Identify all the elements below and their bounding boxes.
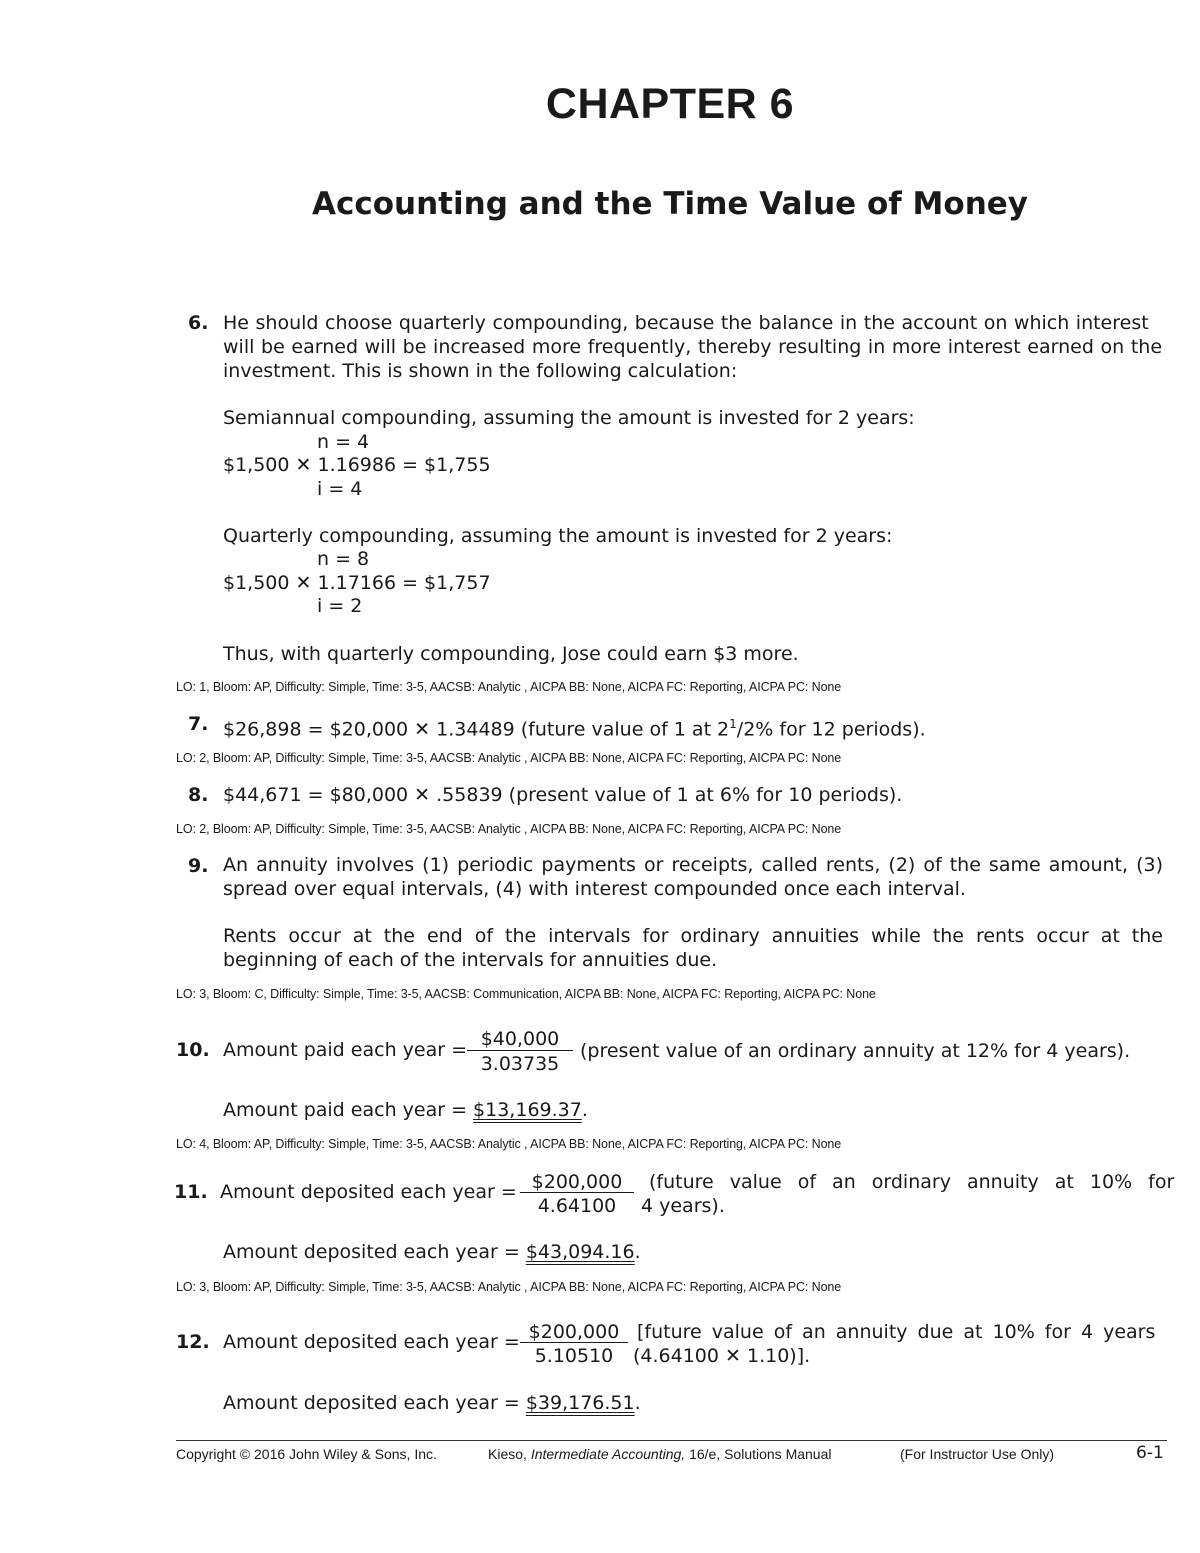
result-label: Amount deposited each year = [223, 1241, 520, 1263]
footer-rule [176, 1440, 1167, 1441]
q6-paragraph-line: He should choose quarterly compounding, because the balance in the account on which interest [223, 312, 1149, 334]
learning-objective-line: LO: 3, Bloom: AP, Difficulty: Simple, Time: 3-5, AACSB: Analytic , AICPA BB: None, AICPA FC: Reporting, AICPA PC: None [176, 1280, 842, 1294]
q9-paragraph: An annuity involves (1) periodic payments or receipts, called rents, (2) of the same amount, (3) spread over equal intervals, (4) with interest compounded once each interval. [223, 854, 1163, 900]
question-number: 9. [188, 855, 209, 877]
question-number: 12. [176, 1331, 210, 1353]
footer-edition: 16/e, [689, 1446, 721, 1462]
question-number: 7. [188, 713, 209, 735]
q6-conclusion: Thus, with quarterly compounding, Jose could earn $3 more. [223, 643, 799, 665]
result-value: $13,169.37 [473, 1099, 582, 1121]
semiannual-heading: Semiannual compounding, assuming the amount is invested for 2 years: [223, 407, 915, 429]
q9-paragraph: Rents occur at the end of the intervals for ordinary annuities while the rents occur at the beginning of each of the intervals for annuities due. [223, 925, 1163, 971]
learning-objective-line: LO: 2, Bloom: AP, Difficulty: Simple, Time: 3-5, AACSB: Analytic , AICPA BB: None, AICPA FC: Reporting, AICPA PC: None [176, 751, 842, 765]
footer-book-reference [488, 1446, 832, 1462]
fraction-numerator: $200,000 [528, 1321, 620, 1343]
result-label: Amount deposited each year = [223, 1392, 520, 1414]
result-end: . [634, 1392, 641, 1414]
semiannual-n: n = 4 [317, 431, 370, 453]
q8-text: $44,671 = $80,000 ✕ .55839 (present value of 1 at 6% for 10 periods). [223, 784, 903, 806]
fraction-bar [467, 1050, 573, 1051]
q11-result [223, 1240, 641, 1264]
q11-note-line: 4 years). [641, 1195, 725, 1217]
q12-label: Amount deposited each year = [223, 1331, 520, 1353]
question-number: 8. [188, 784, 209, 806]
result-end: . [581, 1099, 588, 1121]
q11-note-line: (future value of an ordinary annuity at 10% for [649, 1171, 1175, 1193]
q12-note-line: (4.64100 ✕ 1.10)]. [633, 1345, 811, 1367]
q10-result [223, 1098, 588, 1122]
footer-author: Kieso, [488, 1446, 527, 1462]
result-end: . [634, 1241, 641, 1263]
fraction-denominator: 3.03735 [480, 1053, 560, 1075]
quarterly-i: i = 2 [317, 595, 363, 617]
page-number: 6-1 [1136, 1443, 1164, 1463]
fraction-denominator: 5.10510 [534, 1345, 614, 1367]
chapter-title: CHAPTER 6 [545, 80, 795, 128]
question-number: 11. [174, 1181, 208, 1203]
q7-text-end: % for 12 periods). [755, 718, 926, 741]
fraction-bar [520, 1192, 634, 1193]
result-label: Amount paid each year = [223, 1099, 467, 1121]
footer-copyright: Copyright © 2016 John Wiley & Sons, Inc. [176, 1446, 437, 1462]
q7-fraction-denominator: /2 [736, 718, 756, 741]
q12-result [223, 1391, 641, 1415]
learning-objective-line: LO: 1, Bloom: AP, Difficulty: Simple, Time: 3-5, AACSB: Analytic , AICPA BB: None, AICPA FC: Reporting, AICPA PC: None [176, 680, 842, 694]
result-value: $43,094.16 [525, 1241, 635, 1263]
learning-objective-line: LO: 3, Bloom: C, Difficulty: Simple, Time: 3-5, AACSB: Communication, AICPA BB: None, AICPA FC: Reporting, AICPA PC: None [176, 987, 876, 1001]
q7-text-start: $26,898 = $20,000 ✕ 1.34489 (future value of 1 at 2 [223, 718, 730, 741]
learning-objective-line: LO: 2, Bloom: AP, Difficulty: Simple, Time: 3-5, AACSB: Analytic , AICPA BB: None, AICPA FC: Reporting, AICPA PC: None [176, 822, 842, 836]
quarterly-n: n = 8 [317, 548, 370, 570]
fraction-bar [520, 1342, 628, 1343]
chapter-subtitle: Accounting and the Time Value of Money [312, 186, 1028, 222]
q6-paragraph-line: will be earned will be increased more frequently, thereby resulting in more interest earned on the [223, 336, 1163, 358]
question-number: 6. [188, 312, 209, 334]
q10-note: (present value of an ordinary annuity at 12% for 4 years). [580, 1040, 1131, 1062]
learning-objective-line: LO: 4, Bloom: AP, Difficulty: Simple, Time: 3-5, AACSB: Analytic , AICPA BB: None, AICPA FC: Reporting, AICPA PC: None [176, 1137, 842, 1151]
quarterly-calculation: $1,500 ✕ 1.17166 = $1,757 [223, 572, 491, 594]
semiannual-i: i = 4 [317, 478, 363, 500]
quarterly-heading: Quarterly compounding, assuming the amount is invested for 2 years: [223, 525, 893, 547]
q6-paragraph-line: investment. This is shown in the following calculation: [223, 360, 738, 382]
fraction-denominator: 4.64100 [537, 1195, 617, 1217]
footer-book-title: Intermediate Accounting, [530, 1446, 686, 1462]
q7-text [223, 712, 926, 741]
result-value: $39,176.51 [525, 1392, 635, 1414]
fraction-numerator: $40,000 [480, 1028, 560, 1050]
footer-notice: (For Instructor Use Only) [900, 1446, 1055, 1462]
fraction-numerator: $200,000 [531, 1171, 623, 1193]
q10-label: Amount paid each year = [223, 1039, 467, 1061]
question-number: 10. [176, 1039, 210, 1061]
q12-note-line: [future value of an annuity due at 10% for 4 years [637, 1321, 1156, 1343]
q7-fraction-numerator: 1 [729, 717, 737, 731]
q11-label: Amount deposited each year = [220, 1181, 517, 1203]
semiannual-calculation: $1,500 ✕ 1.16986 = $1,755 [223, 454, 491, 476]
footer-manual: Solutions Manual [724, 1446, 832, 1462]
